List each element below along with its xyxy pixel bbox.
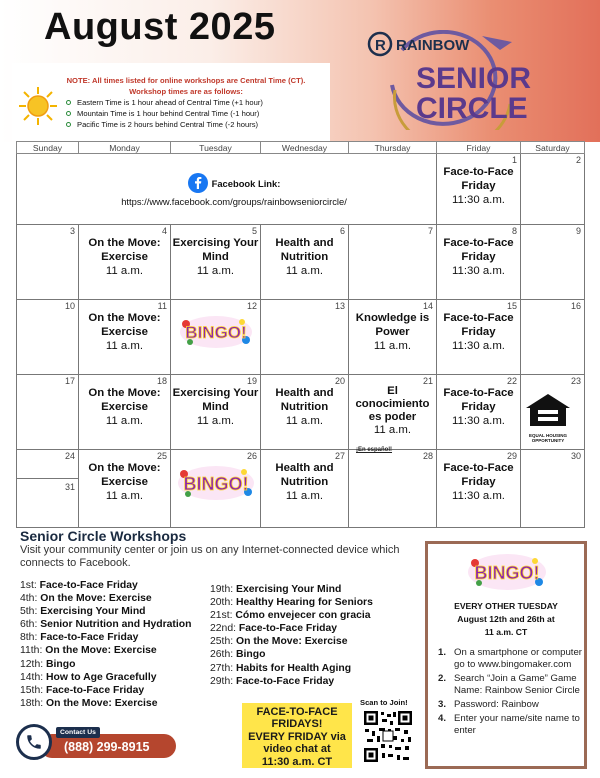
calendar-cell xyxy=(521,225,585,300)
bingo-logo-text: BINGO! xyxy=(183,474,248,494)
logo-word-senior: SENIOR xyxy=(416,62,532,95)
day-number: 10 xyxy=(64,301,75,311)
contact-block[interactable] xyxy=(16,722,176,762)
day-number: 13 xyxy=(334,301,345,311)
workshop-date: 21st: xyxy=(210,610,233,622)
event-title: Face-to-Face Friday xyxy=(443,312,514,338)
day-number: 27 xyxy=(334,451,345,461)
workshop-item xyxy=(20,631,191,644)
day-number: 21 xyxy=(422,376,433,386)
calendar-cell xyxy=(79,300,171,375)
workshop-date: 18th: xyxy=(20,697,44,709)
event-title: On the Move: Exercise xyxy=(88,312,161,338)
event-title: Exercising Your Mind xyxy=(172,387,259,413)
facebook-url[interactable]: https://www.facebook.com/groups/rainbowseniorcircle/ xyxy=(121,196,347,207)
event xyxy=(171,225,260,278)
event-time: 11 a.m. xyxy=(196,415,235,427)
rainbow-senior-circle-logo xyxy=(362,30,532,130)
weekday-thursday: Thursday xyxy=(349,142,437,154)
workshop-date: 6th: xyxy=(20,619,38,631)
day-number: 28 xyxy=(422,451,433,461)
workshop-item xyxy=(210,635,373,648)
calendar-cell xyxy=(521,154,585,225)
workshops-list-col2 xyxy=(210,583,373,688)
spanish-note: ¡En español! xyxy=(356,447,393,453)
promo-line5: 11:30 a.m. CT xyxy=(261,755,333,768)
workshop-date: 25th: xyxy=(210,636,234,648)
weekday-monday: Monday xyxy=(79,142,171,154)
workshop-date: 15th: xyxy=(20,684,44,696)
workshop-name: Healthy Hearing for Seniors xyxy=(236,597,373,609)
day-number: 8 xyxy=(511,226,517,236)
calendar-cell xyxy=(261,450,349,528)
event-time: 11:30 a.m. xyxy=(452,415,505,427)
calendar-cell xyxy=(349,225,437,300)
workshop-date: 8th: xyxy=(20,632,38,644)
event-title: Knowledge is Power xyxy=(355,312,430,338)
sun-icon xyxy=(18,86,58,126)
bingo-schedule xyxy=(428,600,584,639)
workshop-name: On the Move: Exercise xyxy=(45,645,157,657)
workshop-name: Face-to-Face Friday xyxy=(46,684,145,696)
qr-code-icon[interactable] xyxy=(362,709,414,764)
bingo-step: 3. Password: Rainbow xyxy=(438,699,539,710)
workshop-date: 20th: xyxy=(210,597,234,609)
event-time: 11:30 a.m. xyxy=(452,490,505,502)
bingo-logo xyxy=(178,314,254,350)
note-item: Mountain Time is 1 hour behind Central Time (-1 hour) xyxy=(66,108,316,119)
event-title: El conocimiento es poder xyxy=(355,385,430,423)
event-time: 11 a.m. xyxy=(105,265,144,277)
event-time: 11 a.m. xyxy=(285,265,324,277)
workshop-date: 1st: xyxy=(20,580,37,591)
workshop-item xyxy=(210,622,373,635)
workshop-name: Exercising Your Mind xyxy=(236,584,342,595)
day-number: 9 xyxy=(575,226,581,236)
day-number: 18 xyxy=(156,376,167,386)
day-number: 22 xyxy=(506,376,517,386)
calendar-cell xyxy=(17,225,79,300)
day-number: 7 xyxy=(427,226,433,236)
event-time: 11:30 a.m. xyxy=(452,194,505,206)
workshop-name: On the Move: Exercise xyxy=(40,593,152,605)
bingo-line2: August 12th and 26th at xyxy=(457,614,555,624)
event-time: 11 a.m. xyxy=(105,340,144,352)
day-number: 24 xyxy=(64,451,75,461)
promo-line4: video chat at xyxy=(263,743,331,756)
promo-line1: FACE-TO-FACE xyxy=(256,706,338,718)
calendar-cell xyxy=(171,225,261,300)
promo-line2: FRIDAYS! xyxy=(271,718,323,731)
event xyxy=(261,225,348,278)
logo-letter: R xyxy=(375,37,386,54)
note-item: Pacific Time is 2 hours behind Central Time (-2 hours) xyxy=(66,119,316,130)
contact-phone[interactable]: (888) 299-8915 xyxy=(64,740,150,754)
workshop-name: Senior Nutrition and Hydration xyxy=(40,619,192,631)
calendar-cell xyxy=(261,300,349,375)
event-time: 11 a.m. xyxy=(105,490,144,502)
calendar-cell xyxy=(79,375,171,450)
calendar-cell xyxy=(79,225,171,300)
workshop-item xyxy=(20,592,191,605)
day-number: 14 xyxy=(422,301,433,311)
calendar-cell xyxy=(17,450,79,528)
weekday-friday: Friday xyxy=(437,142,521,154)
event-title: Face-to-Face Friday xyxy=(443,237,514,263)
weekday-sunday: Sunday xyxy=(17,142,79,154)
workshop-date: 27th: xyxy=(210,662,234,674)
event-title: On the Move: Exercise xyxy=(88,387,161,413)
calendar-cell xyxy=(349,450,437,528)
workshop-item xyxy=(20,684,191,697)
equal-housing-icon xyxy=(522,392,574,428)
calendar-cell xyxy=(437,225,521,300)
event-time: 11 a.m. xyxy=(373,424,412,436)
workshop-name: How to Age Gracefully xyxy=(46,671,157,683)
page-title: August 2025 xyxy=(44,6,276,48)
workshop-name: Exercising Your Mind xyxy=(40,606,146,618)
workshop-item xyxy=(20,579,191,592)
event-title: On the Move: Exercise xyxy=(88,462,161,488)
workshop-item xyxy=(210,675,373,688)
arrow-icon xyxy=(482,36,512,50)
workshop-name: Face-to-Face Friday xyxy=(238,623,338,635)
workshops-description: Visit your community center or join us on any Internet-connected device which connects to Facebook. xyxy=(20,544,400,569)
calendar-cell xyxy=(437,154,521,225)
calendar-week xyxy=(17,450,585,528)
bingo-line1: EVERY OTHER TUESDAY xyxy=(454,601,558,611)
bingo-step: 4. Enter your name/site name to enter xyxy=(438,713,580,736)
day-number: 5 xyxy=(251,226,257,236)
day-number: 6 xyxy=(339,226,345,236)
event-time: 11 a.m. xyxy=(285,490,324,502)
day-number: 11 xyxy=(157,301,167,311)
day-number: 4 xyxy=(161,226,167,236)
workshop-item xyxy=(210,596,373,609)
day-number: 12 xyxy=(246,301,257,311)
facebook-icon[interactable] xyxy=(188,173,208,193)
calendar-cell xyxy=(349,300,437,375)
bingo-logo xyxy=(176,464,256,502)
bingo-step: 1. On a smartphone or computer go to www.bingomaker.com xyxy=(438,647,582,670)
facebook-label: Facebook Link: xyxy=(211,177,281,189)
note-subtitle: Workshop times are as follows: xyxy=(129,87,243,96)
calendar-cell xyxy=(521,300,585,375)
workshop-item xyxy=(20,618,191,631)
event xyxy=(79,300,170,353)
event-title: Health and Nutrition xyxy=(275,462,334,488)
calendar-cell xyxy=(17,375,79,450)
calendar-cell xyxy=(437,300,521,375)
event-time: 11 a.m. xyxy=(105,415,144,427)
calendar-cell xyxy=(261,375,349,450)
workshop-name: On the Move: Exercise xyxy=(46,697,158,709)
day-number: 2 xyxy=(575,155,581,165)
calendar-week xyxy=(17,375,585,450)
event-title: Exercising Your Mind xyxy=(172,237,259,263)
event-time: 11:30 a.m. xyxy=(452,340,505,352)
calendar-week xyxy=(17,300,585,375)
day-number: 16 xyxy=(570,301,581,311)
day-number: 17 xyxy=(64,376,75,386)
bingo-logo-text: BINGO! xyxy=(184,323,247,342)
event-title: On the Move: Exercise xyxy=(88,237,161,263)
workshop-item xyxy=(210,583,373,596)
event-title: Health and Nutrition xyxy=(275,387,334,413)
day-number: 25 xyxy=(156,451,167,461)
workshop-date: 12th: xyxy=(20,658,44,670)
note-text xyxy=(56,75,316,130)
event-time: 11 a.m. xyxy=(285,415,324,427)
calendar-cell xyxy=(261,225,349,300)
workshop-date: 29th: xyxy=(210,675,234,687)
bingo-info-box xyxy=(425,541,587,769)
workshop-item xyxy=(210,648,373,661)
weekday-header xyxy=(17,142,585,154)
workshop-name: Face-to-Face Friday xyxy=(40,632,139,644)
workshop-name: Cómo envejecer con gracia xyxy=(235,610,371,622)
workshop-item xyxy=(210,609,373,622)
workshop-date: 26th: xyxy=(210,649,234,661)
day-number: 30 xyxy=(570,451,581,461)
workshop-name: Face-to-Face Friday xyxy=(236,675,335,687)
workshop-date: 11th: xyxy=(20,645,43,657)
day-number: 23 xyxy=(570,376,581,386)
equal-housing-label: EQUAL HOUSING OPPORTUNITY xyxy=(529,433,567,443)
bingo-line3: 11 a.m. CT xyxy=(484,627,528,637)
calendar-cell xyxy=(521,450,585,528)
workshop-item xyxy=(210,662,373,675)
calendar-cell xyxy=(349,375,437,450)
contact-label: Contact Us xyxy=(56,727,100,738)
calendar-cell xyxy=(437,375,521,450)
day-number: 19 xyxy=(246,376,257,386)
day-number: 29 xyxy=(506,451,517,461)
workshop-item xyxy=(20,605,191,618)
workshop-name: Face-to-Face Friday xyxy=(39,580,138,591)
workshop-name: Habits for Health Aging xyxy=(236,662,352,674)
weekday-wednesday: Wednesday xyxy=(261,142,349,154)
calendar-cell xyxy=(171,300,261,375)
logo-word-rainbow: RAINBOW xyxy=(396,37,470,54)
promo-line3: EVERY FRIDAY via xyxy=(248,730,346,743)
bingo-steps xyxy=(428,647,584,737)
workshop-item xyxy=(20,644,191,657)
day-number: 15 xyxy=(506,301,517,311)
bingo-logo xyxy=(466,552,548,592)
workshop-date: 14th: xyxy=(20,671,44,683)
equal-housing-logo xyxy=(522,392,574,443)
phone-icon xyxy=(16,724,52,760)
workshop-date: 4th: xyxy=(20,593,38,605)
event-title: Face-to-Face Friday xyxy=(443,462,514,488)
workshop-name: On the Move: Exercise xyxy=(236,636,348,648)
workshops-list-col1 xyxy=(20,579,191,710)
event-title: Health and Nutrition xyxy=(275,237,334,263)
calendar-cell xyxy=(17,300,79,375)
calendar-week xyxy=(17,225,585,300)
weekday-saturday: Saturday xyxy=(521,142,585,154)
weekday-tuesday: Tuesday xyxy=(171,142,261,154)
event-time: 11 a.m. xyxy=(373,340,412,352)
workshop-item xyxy=(20,697,191,710)
event-time: 11:30 a.m. xyxy=(452,265,505,277)
face-to-face-promo xyxy=(242,703,352,768)
workshop-name: Bingo xyxy=(46,658,76,670)
workshops-title: Senior Circle Workshops xyxy=(20,528,187,544)
workshop-date: 19th: xyxy=(210,584,234,595)
event-title: Face-to-Face Friday xyxy=(443,387,514,413)
workshop-item xyxy=(20,671,191,684)
workshop-date: 22nd: xyxy=(210,623,237,635)
calendar-cell xyxy=(79,450,171,528)
day-number: 3 xyxy=(69,226,75,236)
workshop-name: Bingo xyxy=(236,649,266,661)
scan-label: Scan to Join! xyxy=(360,698,408,707)
note-title: NOTE: All times listed for online workshops are Central Time (CT). xyxy=(66,76,306,85)
note-item: Eastern Time is 1 hour ahead of Central Time (+1 hour) xyxy=(66,97,316,108)
day-number: 20 xyxy=(334,376,345,386)
event-title: Face-to-Face Friday xyxy=(443,166,514,192)
calendar-cell xyxy=(437,450,521,528)
day-number: 31 xyxy=(64,482,75,492)
bingo-step: 2. Search “Join a Game” Game Name: Rainbow Senior Circle xyxy=(438,673,580,696)
workshop-item xyxy=(20,658,191,671)
logo-word-circle: CIRCLE xyxy=(416,92,528,125)
day-number: 1 xyxy=(511,155,517,165)
event xyxy=(437,225,520,278)
workshop-date: 5th: xyxy=(20,606,38,618)
facebook-link-block xyxy=(104,173,364,207)
calendar-cell xyxy=(171,375,261,450)
event-time: 11 a.m. xyxy=(196,265,235,277)
bingo-logo-text: BINGO! xyxy=(474,563,540,583)
day-number: 26 xyxy=(246,451,257,461)
event xyxy=(437,154,520,207)
event xyxy=(79,225,170,278)
calendar-cell xyxy=(171,450,261,528)
